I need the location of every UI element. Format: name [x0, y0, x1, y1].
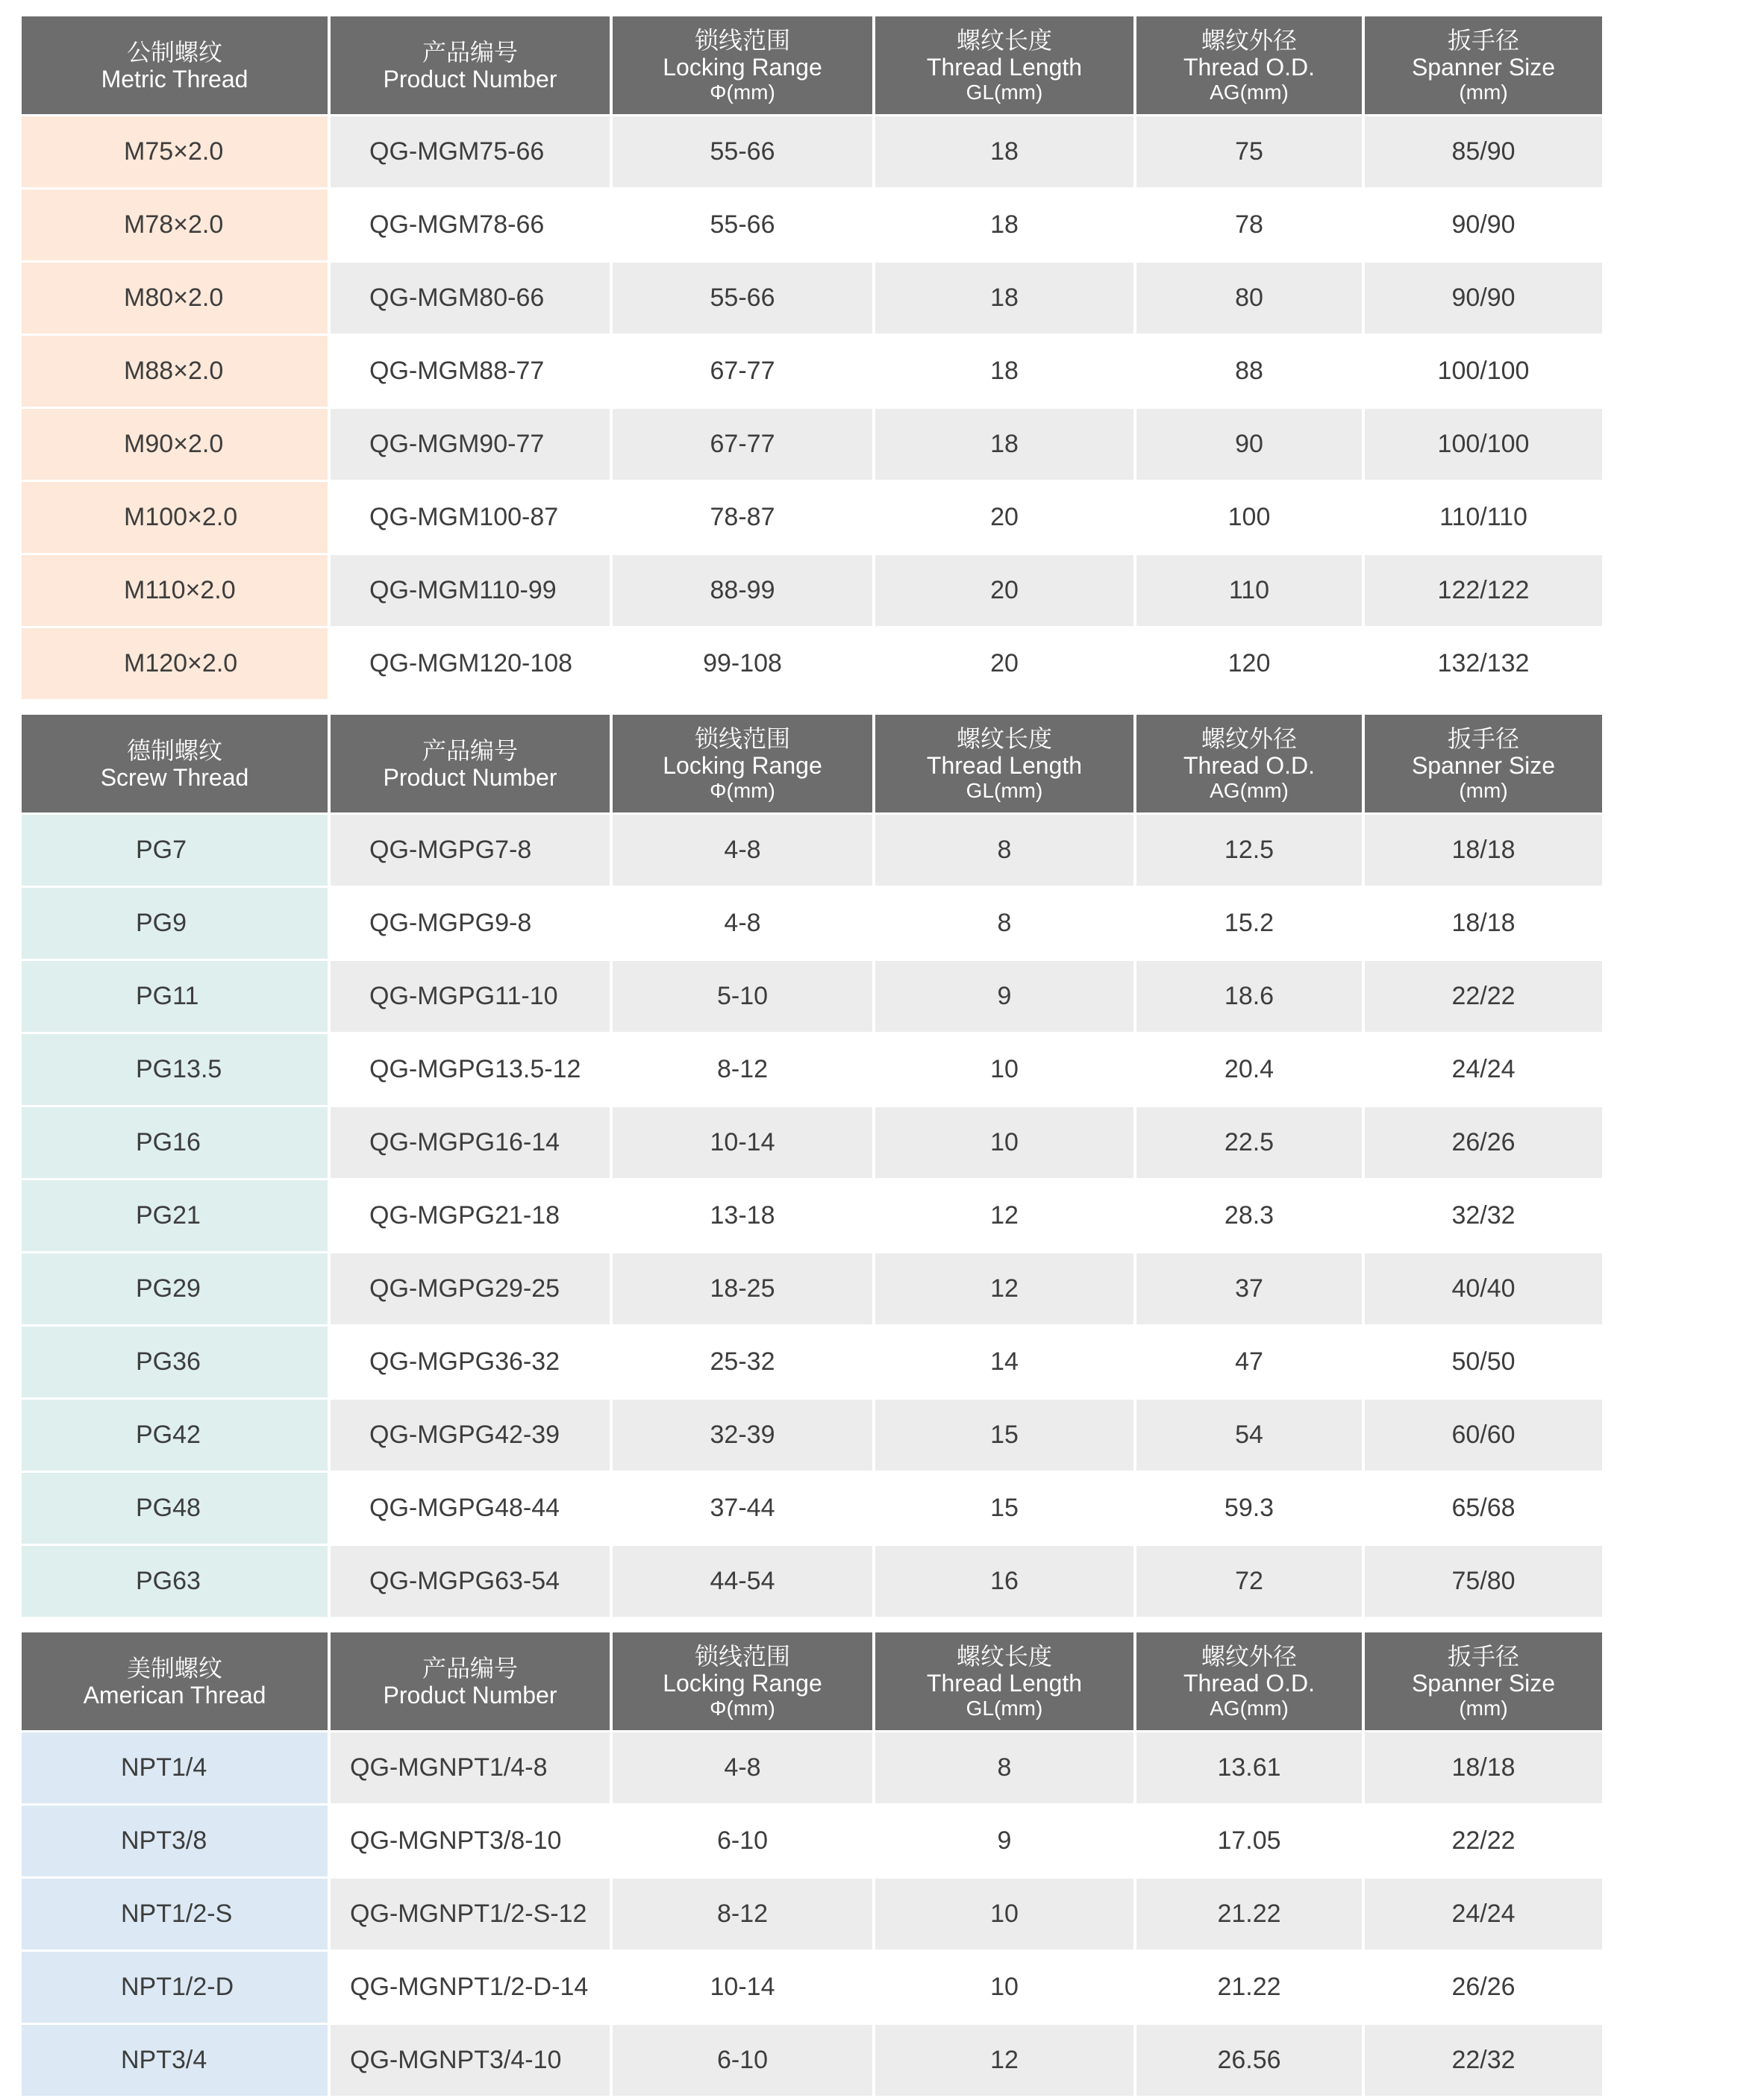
product-number-cell: QG-MGM80-66 [331, 263, 613, 336]
spanner-size-cell: 22/22 [1365, 1806, 1602, 1879]
thread-od-cell: 26.56 [1136, 2025, 1365, 2098]
header-en: Thread Length [926, 751, 1083, 779]
header-en: Thread O.D. [1183, 53, 1316, 81]
locking-range-cell: 18-25 [613, 1253, 875, 1327]
header-en: Spanner Size [1411, 1669, 1556, 1697]
locking-range-cell: 44-54 [613, 1546, 875, 1619]
thread-spec-cell: M88×2.0 [22, 336, 331, 409]
thread-spec-cell: PG9 [22, 888, 331, 961]
thread-length-cell: 12 [875, 1253, 1136, 1327]
product-number-cell: QG-MGPG7-8 [331, 815, 613, 888]
product-number-cell: QG-MGNPT1/2-D-14 [331, 1952, 613, 2025]
table-row [22, 961, 1602, 1034]
table-body [22, 116, 1602, 701]
table-row [22, 1952, 1602, 2025]
spanner-size-cell: 90/90 [1365, 263, 1602, 336]
table-row [22, 116, 1602, 190]
thread-length-cell: 8 [875, 1732, 1136, 1806]
locking-range-cell: 32-39 [613, 1400, 875, 1473]
table-row [22, 190, 1602, 263]
header-cell-spanner-size [1365, 715, 1602, 815]
header-en: Product Number [383, 65, 557, 93]
table-row [22, 815, 1602, 888]
thread-od-cell: 110 [1136, 555, 1365, 628]
thread-length-cell: 12 [875, 2025, 1136, 2098]
thread-od-cell: 78 [1136, 190, 1365, 263]
thread-length-cell: 16 [875, 1546, 1136, 1619]
thread-spec-cell: M80×2.0 [22, 263, 331, 336]
product-number-cell: QG-MGPG9-8 [331, 888, 613, 961]
header-cell-locking-range [613, 16, 875, 116]
header-zh: 螺纹外径 [1201, 26, 1297, 54]
thread-spec-cell: M90×2.0 [22, 409, 331, 482]
header-unit: (mm) [1459, 1696, 1508, 1720]
table-row [22, 1732, 1602, 1806]
product-number-cell: QG-MGPG29-25 [331, 1253, 613, 1327]
table-header [22, 16, 1602, 116]
thread-length-cell: 20 [875, 628, 1136, 701]
header-en: Spanner Size [1411, 53, 1556, 81]
locking-range-cell: 88-99 [613, 555, 875, 628]
thread-length-cell: 18 [875, 336, 1136, 409]
locking-range-cell: 67-77 [613, 409, 875, 482]
header-zh: 锁线范围 [694, 26, 790, 54]
spanner-size-cell: 18/18 [1365, 815, 1602, 888]
table-row [22, 555, 1602, 628]
spanner-size-cell: 90/90 [1365, 190, 1602, 263]
spanner-size-cell: 22/32 [1365, 2025, 1602, 2098]
header-cell-thread-od [1136, 1632, 1365, 1732]
product-number-cell: QG-MGM88-77 [331, 336, 613, 409]
locking-range-cell: 55-66 [613, 263, 875, 336]
header-cell-locking-range [613, 715, 875, 815]
thread-od-cell: 17.05 [1136, 1806, 1365, 1879]
thread-spec-cell: M110×2.0 [22, 555, 331, 628]
spanner-size-cell: 100/100 [1365, 409, 1602, 482]
header-zh: 德制螺纹 [126, 736, 222, 764]
header-zh: 螺纹长度 [956, 1642, 1052, 1670]
thread-length-cell: 15 [875, 1473, 1136, 1546]
spanner-size-cell: 32/32 [1365, 1180, 1602, 1253]
product-number-cell: QG-MGNPT1/2-S-12 [331, 1879, 613, 1952]
table-row [22, 1546, 1602, 1619]
thread-spec-cell: PG16 [22, 1107, 331, 1180]
spanner-size-cell: 40/40 [1365, 1253, 1602, 1327]
locking-range-cell: 78-87 [613, 482, 875, 555]
spanner-size-cell: 110/110 [1365, 482, 1602, 555]
header-cell-thread-length [875, 16, 1136, 116]
thread-length-cell: 10 [875, 1879, 1136, 1952]
locking-range-cell: 5-10 [613, 961, 875, 1034]
header-zh: 扳手径 [1447, 724, 1519, 752]
table-row [22, 1034, 1602, 1107]
header-zh: 锁线范围 [694, 1642, 790, 1670]
header-zh: 螺纹外径 [1201, 1642, 1297, 1670]
thread-od-cell: 90 [1136, 409, 1365, 482]
header-en: Locking Range [663, 53, 822, 81]
table-body [22, 815, 1602, 1619]
thread-length-cell: 12 [875, 1180, 1136, 1253]
locking-range-cell: 37-44 [613, 1473, 875, 1546]
thread-length-cell: 10 [875, 1952, 1136, 2025]
header-unit: Φ(mm) [710, 1696, 775, 1720]
thread-od-cell: 21.22 [1136, 1952, 1365, 2025]
header-cell-product-number [331, 16, 613, 116]
table-header [22, 1632, 1602, 1732]
header-cell-spanner-size [1365, 1632, 1602, 1732]
header-en: Screw Thread [100, 763, 249, 791]
thread-length-cell: 15 [875, 1400, 1136, 1473]
product-number-cell: QG-MGPG36-32 [331, 1327, 613, 1400]
spanner-size-cell: 22/22 [1365, 961, 1602, 1034]
header-cell-thread-length [875, 1632, 1136, 1732]
thread-spec-cell: PG29 [22, 1253, 331, 1327]
product-number-cell: QG-MGPG42-39 [331, 1400, 613, 1473]
table-row [22, 1473, 1602, 1546]
header-cell-thread-length [875, 715, 1136, 815]
thread-spec-cell: PG63 [22, 1546, 331, 1619]
header-unit: GL(mm) [966, 80, 1043, 104]
spanner-size-cell: 75/80 [1365, 1546, 1602, 1619]
thread-od-cell: 21.22 [1136, 1879, 1365, 1952]
thread-spec-cell: M100×2.0 [22, 482, 331, 555]
thread-spec-cell: NPT1/4 [22, 1732, 331, 1806]
thread-od-cell: 22.5 [1136, 1107, 1365, 1180]
header-unit: AG(mm) [1210, 1696, 1289, 1720]
locking-range-cell: 4-8 [613, 1732, 875, 1806]
thread-length-cell: 18 [875, 116, 1136, 190]
thread-length-cell: 10 [875, 1034, 1136, 1107]
screw-thread-table [22, 715, 1602, 1619]
header-en: Product Number [383, 763, 557, 791]
thread-spec-cell: PG42 [22, 1400, 331, 1473]
thread-spec-cell: M78×2.0 [22, 190, 331, 263]
thread-length-cell: 8 [875, 888, 1136, 961]
thread-od-cell: 72 [1136, 1546, 1365, 1619]
header-en: Locking Range [663, 751, 822, 779]
header-zh: 产品编号 [422, 38, 518, 66]
product-number-cell: QG-MGM120-108 [331, 628, 613, 701]
locking-range-cell: 13-18 [613, 1180, 875, 1253]
thread-length-cell: 9 [875, 961, 1136, 1034]
locking-range-cell: 55-66 [613, 116, 875, 190]
thread-od-cell: 88 [1136, 336, 1365, 409]
thread-od-cell: 80 [1136, 263, 1365, 336]
thread-od-cell: 59.3 [1136, 1473, 1365, 1546]
header-cell-thread-type [22, 1632, 331, 1732]
spanner-size-cell: 24/24 [1365, 1034, 1602, 1107]
locking-range-cell: 10-14 [613, 1107, 875, 1180]
thread-spec-cell: NPT1/2-S [22, 1879, 331, 1952]
table-row [22, 1327, 1602, 1400]
header-unit: Φ(mm) [710, 80, 775, 104]
header-zh: 螺纹外径 [1201, 724, 1297, 752]
product-number-cell: QG-MGPG13.5-12 [331, 1034, 613, 1107]
product-number-cell: QG-MGM78-66 [331, 190, 613, 263]
thread-spec-cell: NPT1/2-D [22, 1952, 331, 2025]
header-unit: (mm) [1459, 80, 1508, 104]
spanner-size-cell: 65/68 [1365, 1473, 1602, 1546]
header-zh: 产品编号 [422, 736, 518, 764]
header-cell-locking-range [613, 1632, 875, 1732]
table-row [22, 482, 1602, 555]
header-en: Thread O.D. [1183, 1669, 1316, 1697]
thread-spec-cell: PG36 [22, 1327, 331, 1400]
header-unit: GL(mm) [966, 778, 1043, 802]
header-en: American Thread [83, 1681, 266, 1709]
thread-od-cell: 37 [1136, 1253, 1365, 1327]
spanner-size-cell: 26/26 [1365, 1107, 1602, 1180]
header-zh: 螺纹长度 [956, 724, 1052, 752]
thread-length-cell: 20 [875, 482, 1136, 555]
locking-range-cell: 8-12 [613, 1034, 875, 1107]
thread-spec-cell: NPT3/8 [22, 1806, 331, 1879]
locking-range-cell: 10-14 [613, 1952, 875, 2025]
spanner-size-cell: 24/24 [1365, 1879, 1602, 1952]
table-body [22, 1732, 1602, 2098]
header-en: Thread Length [926, 53, 1083, 81]
header-zh: 扳手径 [1447, 1642, 1519, 1670]
thread-od-cell: 18.6 [1136, 961, 1365, 1034]
header-zh: 公制螺纹 [126, 38, 222, 66]
header-en: Spanner Size [1411, 751, 1556, 779]
thread-od-cell: 15.2 [1136, 888, 1365, 961]
product-number-cell: QG-MGNPT1/4-8 [331, 1732, 613, 1806]
product-number-cell: QG-MGNPT3/4-10 [331, 2025, 613, 2098]
thread-spec-cell: M75×2.0 [22, 116, 331, 190]
table-row [22, 888, 1602, 961]
thread-od-cell: 13.61 [1136, 1732, 1365, 1806]
table-row [22, 1107, 1602, 1180]
spanner-size-cell: 18/18 [1365, 888, 1602, 961]
thread-length-cell: 20 [875, 555, 1136, 628]
product-number-cell: QG-MGPG16-14 [331, 1107, 613, 1180]
thread-length-cell: 18 [875, 263, 1136, 336]
header-cell-product-number [331, 715, 613, 815]
locking-range-cell: 25-32 [613, 1327, 875, 1400]
product-number-cell: QG-MGPG21-18 [331, 1180, 613, 1253]
spanner-size-cell: 60/60 [1365, 1400, 1602, 1473]
thread-spec-cell: M120×2.0 [22, 628, 331, 701]
american-thread-table [22, 1632, 1602, 2098]
thread-length-cell: 18 [875, 190, 1136, 263]
thread-length-cell: 8 [875, 815, 1136, 888]
header-zh: 扳手径 [1447, 26, 1519, 54]
locking-range-cell: 55-66 [613, 190, 875, 263]
spanner-size-cell: 100/100 [1365, 336, 1602, 409]
spanner-size-cell: 18/18 [1365, 1732, 1602, 1806]
thread-od-cell: 28.3 [1136, 1180, 1365, 1253]
table-row [22, 1253, 1602, 1327]
thread-od-cell: 47 [1136, 1327, 1365, 1400]
thread-od-cell: 12.5 [1136, 815, 1365, 888]
product-number-cell: QG-MGNPT3/8-10 [331, 1806, 613, 1879]
header-unit: AG(mm) [1210, 80, 1289, 104]
thread-od-cell: 75 [1136, 116, 1365, 190]
spanner-size-cell: 122/122 [1365, 555, 1602, 628]
header-unit: AG(mm) [1210, 778, 1289, 802]
locking-range-cell: 6-10 [613, 2025, 875, 2098]
thread-length-cell: 14 [875, 1327, 1136, 1400]
spanner-size-cell: 85/90 [1365, 116, 1602, 190]
table-row [22, 263, 1602, 336]
thread-spec-cell: PG48 [22, 1473, 331, 1546]
thread-spec-cell: NPT3/4 [22, 2025, 331, 2098]
header-zh: 锁线范围 [694, 724, 790, 752]
table-header [22, 715, 1602, 815]
spec-sheet [22, 16, 1602, 2098]
product-number-cell: QG-MGM100-87 [331, 482, 613, 555]
header-cell-thread-type [22, 715, 331, 815]
header-cell-product-number [331, 1632, 613, 1732]
thread-spec-cell: PG11 [22, 961, 331, 1034]
header-zh: 美制螺纹 [126, 1654, 222, 1682]
header-cell-thread-type [22, 16, 331, 116]
locking-range-cell: 6-10 [613, 1806, 875, 1879]
header-unit: GL(mm) [966, 1696, 1043, 1720]
spanner-size-cell: 26/26 [1365, 1952, 1602, 2025]
header-en: Thread Length [926, 1669, 1083, 1697]
table-row [22, 336, 1602, 409]
header-zh: 螺纹长度 [956, 26, 1052, 54]
thread-length-cell: 9 [875, 1806, 1136, 1879]
thread-od-cell: 100 [1136, 482, 1365, 555]
thread-length-cell: 18 [875, 409, 1136, 482]
thread-spec-cell: PG13.5 [22, 1034, 331, 1107]
thread-spec-cell: PG21 [22, 1180, 331, 1253]
header-cell-thread-od [1136, 715, 1365, 815]
table-row [22, 1400, 1602, 1473]
header-unit: Φ(mm) [710, 778, 775, 802]
product-number-cell: QG-MGM110-99 [331, 555, 613, 628]
table-row [22, 2025, 1602, 2098]
product-number-cell: QG-MGM90-77 [331, 409, 613, 482]
header-en: Product Number [383, 1681, 557, 1709]
locking-range-cell: 8-12 [613, 1879, 875, 1952]
thread-od-cell: 54 [1136, 1400, 1365, 1473]
header-en: Metric Thread [101, 65, 248, 93]
header-en: Locking Range [663, 1669, 822, 1697]
product-number-cell: QG-MGPG63-54 [331, 1546, 613, 1619]
product-number-cell: QG-MGPG48-44 [331, 1473, 613, 1546]
table-row [22, 1806, 1602, 1879]
table-row [22, 1180, 1602, 1253]
locking-range-cell: 4-8 [613, 815, 875, 888]
table-row [22, 409, 1602, 482]
header-cell-spanner-size [1365, 16, 1602, 116]
metric-thread-table [22, 16, 1602, 701]
product-number-cell: QG-MGM75-66 [331, 116, 613, 190]
locking-range-cell: 99-108 [613, 628, 875, 701]
table-row [22, 1879, 1602, 1952]
thread-spec-cell: PG7 [22, 815, 331, 888]
header-zh: 产品编号 [422, 1654, 518, 1682]
thread-od-cell: 20.4 [1136, 1034, 1365, 1107]
product-number-cell: QG-MGPG11-10 [331, 961, 613, 1034]
table-row [22, 628, 1602, 701]
thread-length-cell: 10 [875, 1107, 1136, 1180]
spanner-size-cell: 132/132 [1365, 628, 1602, 701]
thread-od-cell: 120 [1136, 628, 1365, 701]
header-cell-thread-od [1136, 16, 1365, 116]
header-unit: (mm) [1459, 778, 1508, 802]
spanner-size-cell: 50/50 [1365, 1327, 1602, 1400]
locking-range-cell: 4-8 [613, 888, 875, 961]
locking-range-cell: 67-77 [613, 336, 875, 409]
header-en: Thread O.D. [1183, 751, 1316, 779]
